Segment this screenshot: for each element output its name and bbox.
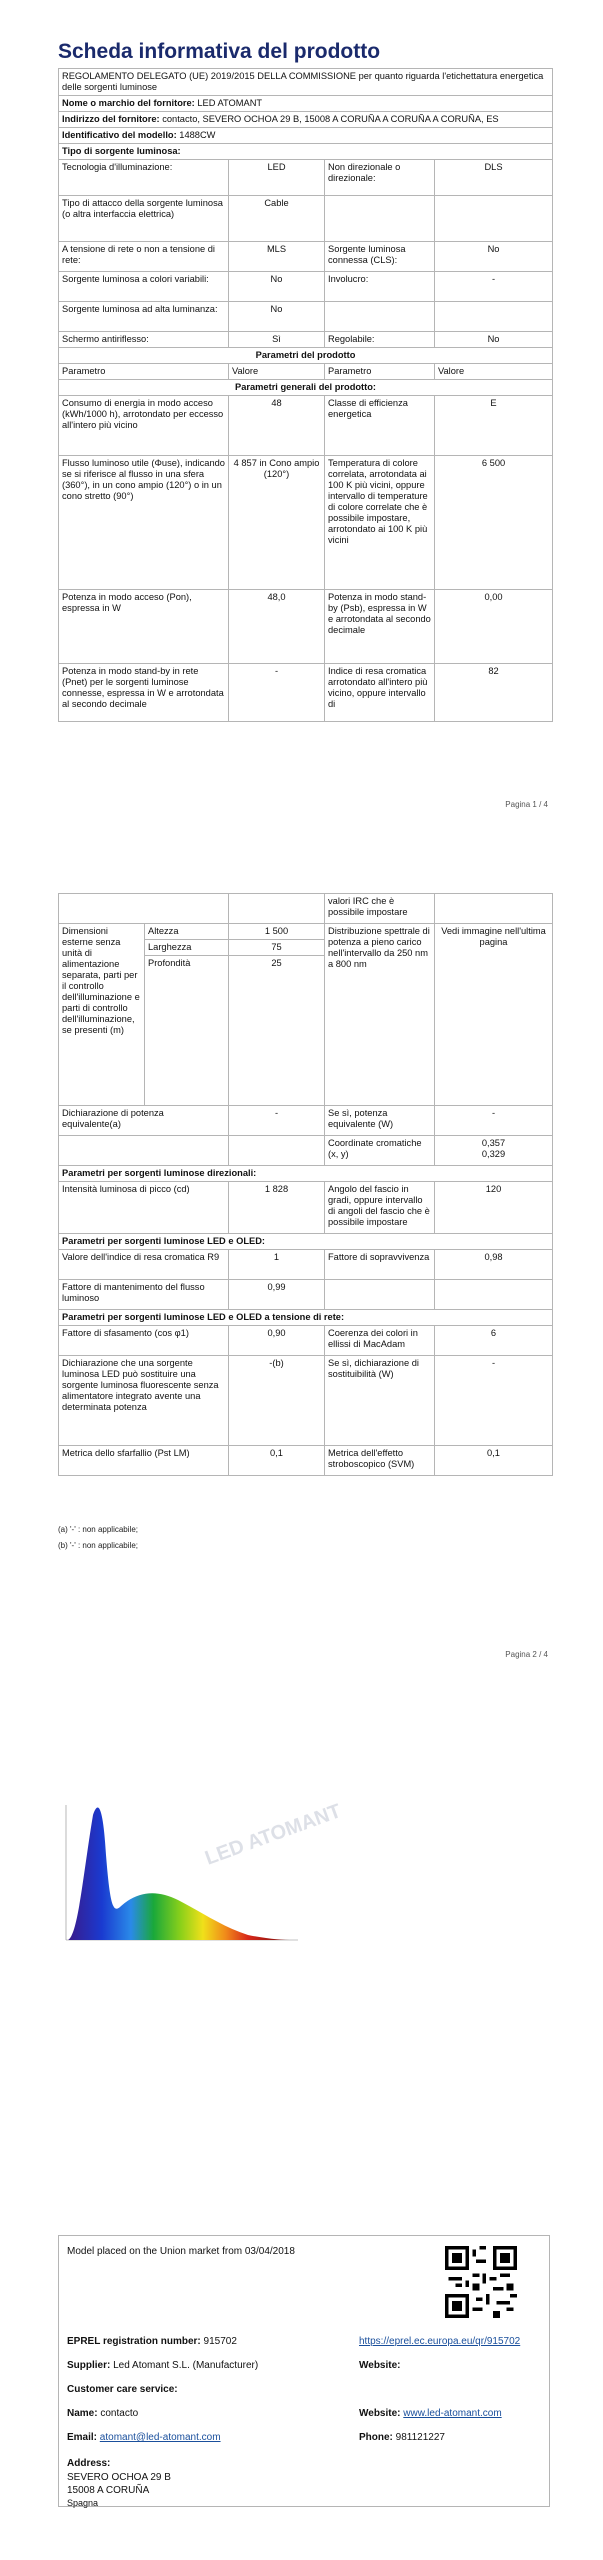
table-cell: Vedi immagine nell'ultima pagina — [435, 924, 553, 1106]
table-cell: Intensità luminosa di picco (cd) — [59, 1182, 229, 1234]
table-cell: Temperatura di colore correlata, arrotondata ai 100 K più vicini, oppure intervallo di temperature di colore correlate che è possibile impostare, arrotondato ai 100 K più vicini — [325, 456, 435, 590]
table-cell: - — [435, 1356, 553, 1446]
phone-label: Phone: — [359, 2432, 393, 2443]
table-cell: 4 857 in Cono ampio (120°) — [229, 456, 325, 590]
footnote-a: (a) '-' : non applicabile; — [58, 1525, 138, 1534]
table-cell: 1 — [229, 1250, 325, 1280]
table-cell: 0,00 — [435, 590, 553, 664]
table-cell: Indice di resa cromatica arrotondato all'intero più vicino, oppure intervallo di — [325, 664, 435, 722]
table-cell: Classe di efficienza energetica — [325, 396, 435, 456]
table-cell: 48 — [229, 396, 325, 456]
table-cell: No — [229, 302, 325, 332]
product-info-table-2 — [58, 893, 553, 1476]
table-cell — [325, 302, 435, 332]
page-number: Pagina 2 / 4 — [505, 1650, 548, 1659]
eprel-reg: 915702 — [203, 2336, 237, 2347]
address-label: Indirizzo del fornitore: — [62, 114, 160, 124]
table-cell: Flusso luminoso utile (Φuse), indicando se si riferisce al flusso in una sfera (360°), in un cono ampio (120°) o in un cono stretto (90°) — [59, 456, 229, 590]
footnote-b: (b) '-' : non applicabile; — [58, 1541, 138, 1550]
table-cell: 82 — [435, 664, 553, 722]
dims-depth: 25 — [229, 956, 325, 1106]
table-cell: MLS — [229, 242, 325, 272]
watermark-logo-text: LED ATOMANT — [202, 1800, 345, 1870]
col-header: Parametro — [325, 364, 435, 380]
email-label: Email: — [67, 2432, 98, 2443]
table-cell: Sorgente luminosa connessa (CLS): — [325, 242, 435, 272]
supplier-name: Led Atomant S.L. (Manufacturer) — [113, 2360, 259, 2371]
table-cell: Coerenza dei colori in ellissi di MacAdam — [325, 1326, 435, 1356]
table-cell: Schermo antiriflesso: — [59, 332, 229, 348]
table-cell: Distribuzione spettrale di potenza a pieno carico nell'intervallo da 250 nm a 800 nm — [325, 924, 435, 1106]
supplier-value: LED ATOMANT — [197, 98, 263, 108]
table-cell: 0,98 — [435, 1250, 553, 1280]
table-cell: 0,1 — [229, 1446, 325, 1476]
table-cell: A tensione di rete o non a tensione di rete: — [59, 242, 229, 272]
dims-depth-label: Profondità — [145, 956, 229, 1106]
table-cell: 0,99 — [229, 1280, 325, 1310]
table-cell: Metrica dello sfarfallio (Pst LM) — [59, 1446, 229, 1476]
page-number: Pagina 1 / 4 — [505, 800, 548, 809]
phone-value: 981121227 — [395, 2432, 445, 2443]
table-cell: Tipo di attacco della sorgente luminosa (o altra interfaccia elettrica) — [59, 196, 229, 242]
table-cell: Fattore di mantenimento del flusso luminoso — [59, 1280, 229, 1310]
table-cell: Coordinate cromatiche (x, y) — [325, 1136, 435, 1166]
table-cell — [435, 302, 553, 332]
eprel-box — [58, 2235, 550, 2507]
regulation-text: REGOLAMENTO DELEGATO (UE) 2019/2015 DELLA COMMISSIONE per quanto riguarda l'etichettatura energetica delle sorgenti luminose — [59, 69, 553, 96]
eprel-reg-label: EPREL registration number: — [67, 2336, 201, 2347]
table-cell: Dichiarazione di potenza equivalente(a) — [59, 1106, 229, 1136]
qr-code-icon — [445, 2246, 517, 2318]
table-cell: Potenza in modo acceso (Pon), espressa in W — [59, 590, 229, 664]
table-cell: Angolo del fascio in gradi, oppure intervallo di angoli del fascio che è possibile impostare — [325, 1182, 435, 1234]
page-title: Scheda informativa del prodotto — [58, 40, 381, 63]
product-info-table — [58, 68, 553, 722]
col-header: Valore — [435, 364, 553, 380]
name-label: Name: — [67, 2408, 98, 2419]
model-label: Identificativo del modello: — [62, 130, 177, 140]
customer-care-label: Customer care service: — [67, 2384, 178, 2395]
table-cell — [435, 196, 553, 242]
table-cell: Potenza in modo stand-by (Psb), espressa in W e arrotondata al secondo decimale — [325, 590, 435, 664]
dims-height: 1 500 — [229, 924, 325, 940]
table-cell: 0,357 0,329 — [435, 1136, 553, 1166]
model-value: 1488CW — [179, 130, 216, 140]
address-line-1: SEVERO OCHOA 29 B — [67, 2472, 171, 2483]
email-link[interactable]: atomant@led-atomant.com — [99, 2432, 221, 2443]
table-cell: Dichiarazione che una sorgente luminosa LED può sostituire una sorgente luminosa fluorescente senza alimentatore integrato avente una determinata potenza — [59, 1356, 229, 1446]
table-cell: E — [435, 396, 553, 456]
dims-height-label: Altezza — [145, 924, 229, 940]
source-type-header: Tipo di sorgente luminosa: — [59, 144, 553, 160]
col-header: Parametro — [59, 364, 229, 380]
supplier-label: Nome o marchio del fornitore: — [62, 98, 195, 108]
table-cell: 48,0 — [229, 590, 325, 664]
contact-name: contacto — [100, 2408, 139, 2419]
table-cell: Tecnologia d'illuminazione: — [59, 160, 229, 196]
table-cell: - — [435, 1106, 553, 1136]
website-link[interactable]: www.led-atomant.com — [403, 2408, 502, 2419]
table-cell: 0,1 — [435, 1446, 553, 1476]
table-cell: Sorgente luminosa a colori variabili: — [59, 272, 229, 302]
address-label: Address: — [67, 2458, 111, 2469]
table-cell: No — [435, 242, 553, 272]
led-header: Parametri per sorgenti luminose LED e OLED: — [59, 1234, 553, 1250]
table-cell: Involucro: — [325, 272, 435, 302]
table-cell: Se sì, dichiarazione di sostituibilità (W) — [325, 1356, 435, 1446]
table-cell: 1 828 — [229, 1182, 325, 1234]
supplier-label: Supplier: — [67, 2360, 111, 2371]
general-header: Parametri generali del prodotto: — [59, 380, 553, 396]
table-cell: No — [229, 272, 325, 302]
address-line-3: Spagna — [67, 2498, 99, 2508]
table-cell: 0,90 — [229, 1326, 325, 1356]
table-cell: Regolabile: — [325, 332, 435, 348]
dims-width: 75 — [229, 940, 325, 956]
table-cell: - — [229, 664, 325, 722]
placed-on-market: Model placed on the Union market from 03/04/2018 — [67, 2246, 295, 2257]
spectrum-image — [58, 1795, 345, 1945]
table-cell: Potenza in modo stand-by in rete (Pnet) per le sorgenti luminose connesse, espressa in W e arrotondata al secondo decimale — [59, 664, 229, 722]
table-cell — [325, 196, 435, 242]
mains-header: Parametri per sorgenti luminose LED e OLED a tensione di rete: — [59, 1310, 553, 1326]
table-cell: - — [435, 272, 553, 302]
address-value: contacto, SEVERO OCHOA 29 B, 15008 A CORUÑA A CORUÑA A CORUÑA, ES — [162, 114, 499, 124]
params-header: Parametri del prodotto — [59, 348, 553, 364]
col-header: Valore — [229, 364, 325, 380]
table-cell: Sorgente luminosa ad alta luminanza: — [59, 302, 229, 332]
table-cell: valori IRC che è possibile impostare — [325, 894, 435, 924]
table-cell: Metrica dell'effetto stroboscopico (SVM) — [325, 1446, 435, 1476]
table-cell: DLS — [435, 160, 553, 196]
eprel-link[interactable]: https://eprel.ec.europa.eu/qr/915702 — [359, 2336, 521, 2347]
table-cell: Cable — [229, 196, 325, 242]
table-cell: Fattore di sfasamento (cos φ1) — [59, 1326, 229, 1356]
dims-label: Dimensioni esterne senza unità di alimentazione separata, parti per il controllo dell'illuminazione e parti di controllo dell'illuminazione, se presenti (m) — [59, 924, 145, 1106]
dims-width-label: Larghezza — [145, 940, 229, 956]
table-cell: Sì — [229, 332, 325, 348]
spectrum-graphic — [58, 1795, 345, 1945]
table-cell: Consumo di energia in modo acceso (kWh/1000 h), arrotondato per eccesso all'intero più vicino — [59, 396, 229, 456]
table-cell: Non direzionale o direzionale: — [325, 160, 435, 196]
address-line-2: 15008 A CORUÑA — [67, 2485, 150, 2496]
table-cell: Valore dell'indice di resa cromatica R9 — [59, 1250, 229, 1280]
table-cell: Se sì, potenza equivalente (W) — [325, 1106, 435, 1136]
website-label: Website: — [359, 2360, 401, 2371]
dir-header: Parametri per sorgenti luminose direzionali: — [59, 1166, 553, 1182]
table-cell: -(b) — [229, 1356, 325, 1446]
table-cell: No — [435, 332, 553, 348]
table-cell: 120 — [435, 1182, 553, 1234]
table-cell: LED — [229, 160, 325, 196]
table-cell: 6 — [435, 1326, 553, 1356]
table-cell: - — [229, 1106, 325, 1136]
table-cell: 6 500 — [435, 456, 553, 590]
table-cell: Fattore di sopravvivenza — [325, 1250, 435, 1280]
website-label-2: Website: — [359, 2408, 401, 2419]
